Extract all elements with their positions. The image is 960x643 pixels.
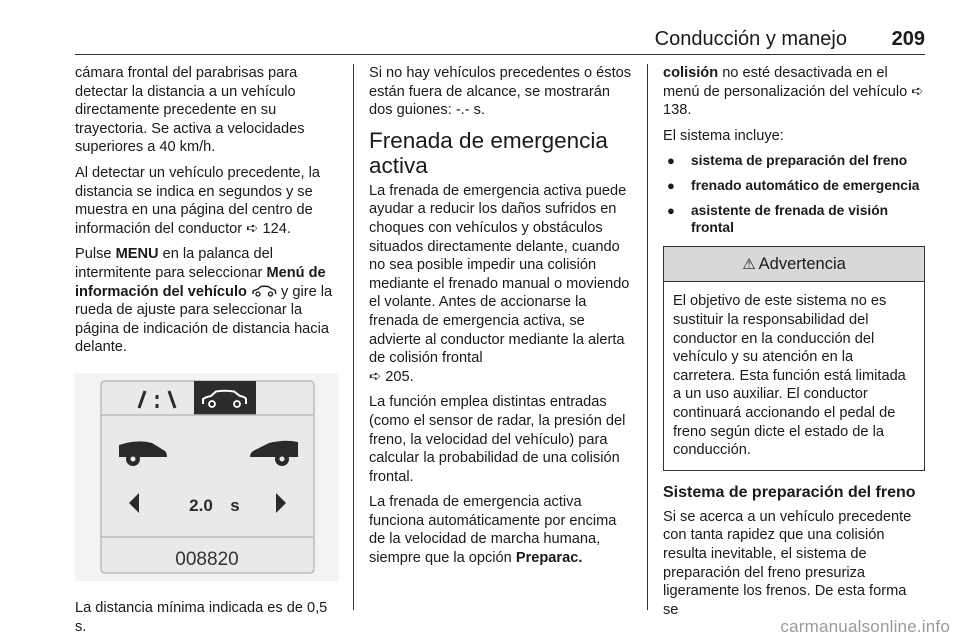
section-heading-brake-prep: Sistema de preparación del freno xyxy=(663,483,916,501)
paragraph: La frenada de emergencia activa funciona automáticamente por encima de la velocidad de marcha humana, siempre que la opción Preparac. xyxy=(369,494,617,567)
system-list xyxy=(663,152,925,236)
page-number: 209 xyxy=(891,28,925,50)
page-header xyxy=(75,24,925,55)
column-divider xyxy=(353,64,354,610)
paragraph: La función emplea distintas entradas (como el sensor de radar, la presión del freno, la velocidad del vehículo) para calcular la probabilidad de una colisión frontal. xyxy=(369,394,626,485)
warning-triangle-icon: ⚠ xyxy=(742,256,756,274)
menu-label: MENU xyxy=(115,246,159,263)
paragraph: cámara frontal del parabrisas para detectar la distancia a un vehículo directamente precedente en su trayectoria. Se activa a velocidades superiores a 40 km/h. xyxy=(75,65,305,156)
paragraph: El sistema incluye: xyxy=(663,127,784,144)
list-item: ● frenado automático de emergencia xyxy=(663,177,925,194)
distance-unit: s xyxy=(230,495,240,515)
distance-display-figure xyxy=(75,373,339,581)
odometer-value: 008820 xyxy=(175,548,239,570)
column-2 xyxy=(369,64,633,575)
paragraph: Si no hay vehículos precedentes o éstos están fuera de alcance, se mostrarán dos guiones: -.- s. xyxy=(369,65,632,119)
column-1 xyxy=(75,64,339,643)
vehicle-info-menu-label: Menú de información del vehículo xyxy=(75,264,326,300)
paragraph: Al detectar un vehículo precedente, la distancia se indica en segundos y se muestra en una página del centro de información del conductor ➪ 124. xyxy=(75,164,321,237)
warning-title: Advertencia xyxy=(758,255,846,274)
warning-text: El objetivo de este sistema no es sustituir la responsabilidad del conductor en la conducción del vehículo y su atención en la carretera. Esta función está limitada a un uso auxiliar. El conductor continuará accionando el pedal de freno según dicte el estado de la conducción. xyxy=(673,293,906,459)
option-label: colisión xyxy=(663,65,719,81)
paragraph: La distancia mínima indicada es de 0,5 s. xyxy=(75,599,328,635)
list-item: ● asistente de frenada de visión frontal xyxy=(663,202,925,236)
chapter-title: Conducción y manejo xyxy=(654,28,847,50)
reference-arrow-icon: ➪ xyxy=(911,83,924,100)
reference-arrow-icon: ➪ xyxy=(369,368,382,385)
paragraph: La frenada de emergencia activa puede ayudar a reducir los daños sufridos en choques con vehículos y obstáculos situados directamente delante, cuando no sea posible impedir una colisión mediante el frenado manual o moviendo el volante. Antes de accionarse la frenada de emergencia activa, se advierte al conductor mediante la alerta de colisión frontal ➪ 205. xyxy=(369,182,630,385)
paragraph: colisión no esté desactivada en el menú de personalización del vehículo ➪ 138. xyxy=(663,65,924,119)
warning-box xyxy=(663,246,925,470)
column-3 xyxy=(663,64,925,626)
option-label: Preparac. xyxy=(515,550,583,567)
distance-value: 2.0 xyxy=(189,495,213,515)
reference-arrow-icon: ➪ xyxy=(246,220,259,237)
section-heading-emergency-braking: Frenada de emergencia activa xyxy=(369,127,608,178)
car-icon xyxy=(251,284,281,300)
column-divider xyxy=(647,64,648,610)
watermark: carmanualsonline.info xyxy=(780,617,950,636)
paragraph: Pulse MENU en la palanca del intermitente para seleccionar Menú de información del vehículo y gire la rueda de ajuste para seleccionar la página de indicación de distancia hacia delante. xyxy=(75,246,333,356)
paragraph: Si se acerca a un vehículo precedente con tanta rapidez que una colisión resulta inevitable, el sistema de preparación del freno presuriza ligeramente los frenos. De esta forma se xyxy=(663,508,912,618)
warning-header xyxy=(664,247,924,282)
list-item: ● sistema de preparación del freno xyxy=(663,152,925,169)
